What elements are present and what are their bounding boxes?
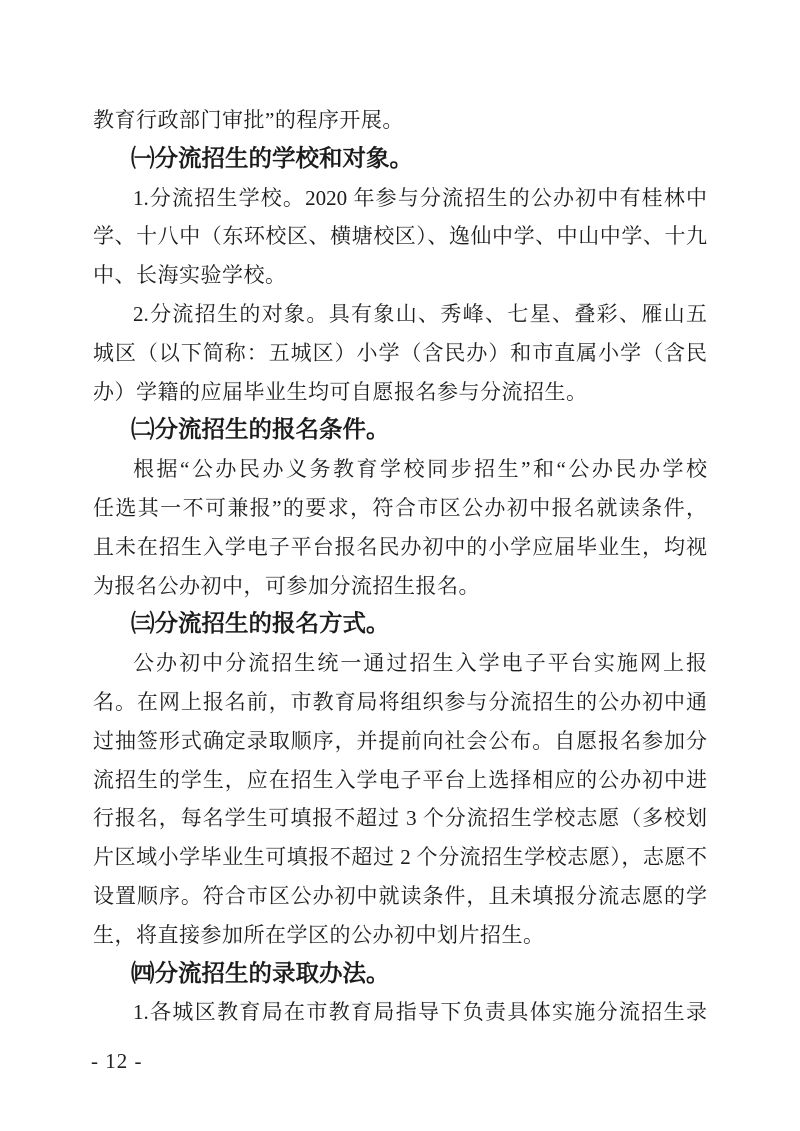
text-line: 办）学籍的应届毕业生均可自愿报名参与分流招生。 (93, 379, 588, 404)
text-line: 流招生的学生，应在招生入学电子平台上选择相应的公办初中进 (93, 767, 707, 792)
text-line: 学、十八中（东环校区、横塘校区）、逸仙中学、中山中学、十九 (93, 224, 707, 249)
text-line: 生，将直接参加所在学区的公办初中划片招生。 (93, 922, 545, 947)
text-line: 公办初中分流招生统一通过招生入学电子平台实施网上报 (133, 651, 707, 676)
text-line: 为报名公办初中，可参加分流招生报名。 (93, 573, 480, 598)
text-line: 1.分流招生学校。2020 年参与分流招生的公办初中有桂林中 (133, 185, 707, 210)
document-lines (93, 101, 707, 1032)
text-line: 名。在网上报名前，市教育局将组织参与分流招生的公办初中通 (93, 689, 707, 714)
text-line: 城区（以下简称：五城区）小学（含民办）和市直属小学（含民 (93, 340, 707, 365)
page-number: - 12 - (91, 1049, 143, 1073)
text-line: 中、长海实验学校。 (93, 263, 287, 288)
text-line: 教育行政部门审批”的程序开展。 (93, 108, 404, 132)
text-line: 片区域小学毕业生可填报不超过 2 个分流招生学校志愿），志愿不 (93, 845, 707, 870)
section-heading: ㈢分流招生的报名方式。 (131, 611, 390, 638)
text-line: 2.分流招生的对象。具有象山、秀峰、七星、叠彩、雁山五 (133, 301, 707, 326)
section-heading: ㈣分流招生的录取办法。 (131, 960, 390, 987)
section-heading: ㈡分流招生的报名条件。 (131, 417, 390, 444)
text-line: 过抽签形式确定录取顺序，并提前向社会公布。自愿报名参加分 (93, 728, 707, 753)
section-heading: ㈠分流招生的学校和对象。 (131, 145, 413, 172)
text-line: 且未在招生入学电子平台报名民办初中的小学应届毕业生，均视 (93, 534, 707, 559)
text-line: 任选其一不可兼报”的要求，符合市区公办初中报名就读条件， (93, 495, 707, 520)
text-line: 根据“公办民办义务教育学校同步招生”和“公办民办学校 (133, 457, 707, 482)
text-line: 设置顺序。符合市区公办初中就读条件，且未填报分流志愿的学 (93, 883, 707, 908)
text-line: 1.各城区教育局在市教育局指导下负责具体实施分流招生录 (133, 1000, 707, 1025)
text-line: 行报名，每名学生可填报不超过 3 个分流招生学校志愿（多校划 (93, 806, 707, 831)
